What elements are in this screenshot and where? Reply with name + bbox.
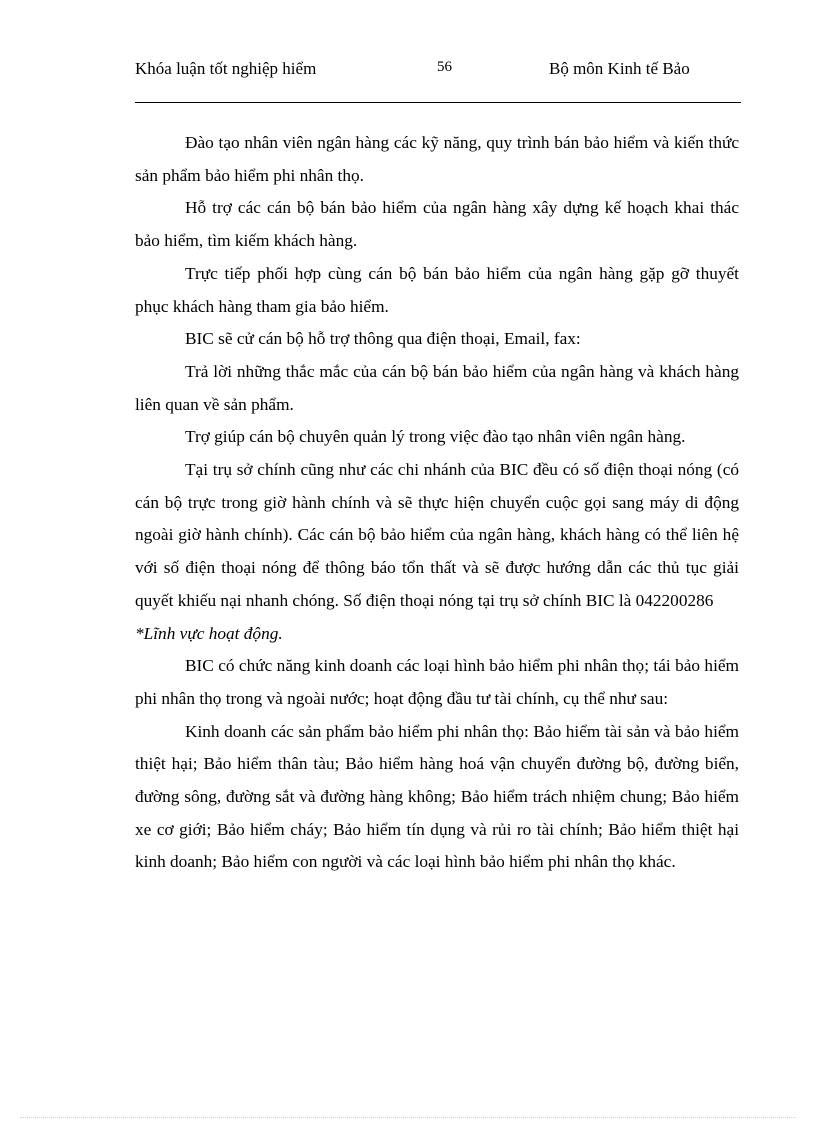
paragraph: Hỗ trợ các cán bộ bán bảo hiểm của ngân hàng xây dựng kế hoạch khai thác bảo hiểm, tìm kiếm khách hàng.	[135, 198, 739, 251]
document-body	[135, 127, 739, 879]
paragraph: Trực tiếp phối hợp cùng cán bộ bán bảo hiểm của ngân hàng gặp gỡ thuyết phục khách hàng tham gia bảo hiểm.	[135, 263, 739, 316]
paragraph: Tại trụ sở chính cũng như các chi nhánh của BIC đều có số điện thoại nóng (có cán bộ trực trong giờ hành chính và sẽ thực hiện chuyển cuộc gọi sang máy di động ngoài giờ hành chính). Các cán bộ bảo hiểm của ngân hàng, khách hàng có thể liên hệ với số điện thoại nóng để thông báo tổn thất và sẽ được hướng dẫn các thủ tục giải quyết khiếu nại nhanh chóng. Số điện thoại nóng tại trụ sở chính BIC là 042200286	[135, 460, 739, 610]
page-bottom-divider	[20, 1117, 796, 1118]
header-thesis-title: Khóa luận tốt nghiệp hiểm	[135, 59, 317, 78]
paragraph: Đào tạo nhân viên ngân hàng các kỹ năng, quy trình bán bảo hiểm và kiến thức sản phẩm bảo hiểm phi nhân thọ.	[135, 133, 739, 185]
paragraph: BIC có chức năng kinh doanh các loại hình bảo hiểm phi nhân thọ; tái bảo hiểm phi nhân thọ trong và ngoài nước; hoạt động đầu tư tài chính, cụ thể như sau:	[135, 656, 739, 708]
section-heading: *Lĩnh vực hoạt động.	[135, 623, 283, 643]
paragraph: Trợ giúp cán bộ chuyên quản lý trong việc đào tạo nhân viên ngân hàng.	[185, 427, 686, 447]
header-department: Bộ môn Kinh tế Bảo	[549, 59, 690, 78]
paragraph: Kinh doanh các sản phẩm bảo hiểm phi nhân thọ: Bảo hiểm tài sản và bảo hiểm thiệt hại; Bảo hiểm thân tàu; Bảo hiểm hàng hoá vận chuyển đường bộ, đường biển, đường sông, đường sắt và đường hàng không; Bảo hiểm trách nhiệm chung; Bảo hiểm xe cơ giới; Bảo hiểm cháy; Bảo hiểm tín dụng và rủi ro tài chính; Bảo hiểm thiệt hại kinh doanh; Bảo hiểm con người và các loại hình bảo hiểm phi nhân thọ khác.	[135, 721, 739, 872]
page-number: 56	[437, 59, 452, 75]
paragraph: Trả lời những thắc mắc của cán bộ bán bảo hiểm của ngân hàng và khách hàng liên quan về sản phẩm.	[135, 361, 739, 414]
page-header	[135, 58, 741, 103]
paragraph: BIC sẽ cử cán bộ hỗ trợ thông qua điện thoại, Email, fax:	[185, 329, 581, 349]
